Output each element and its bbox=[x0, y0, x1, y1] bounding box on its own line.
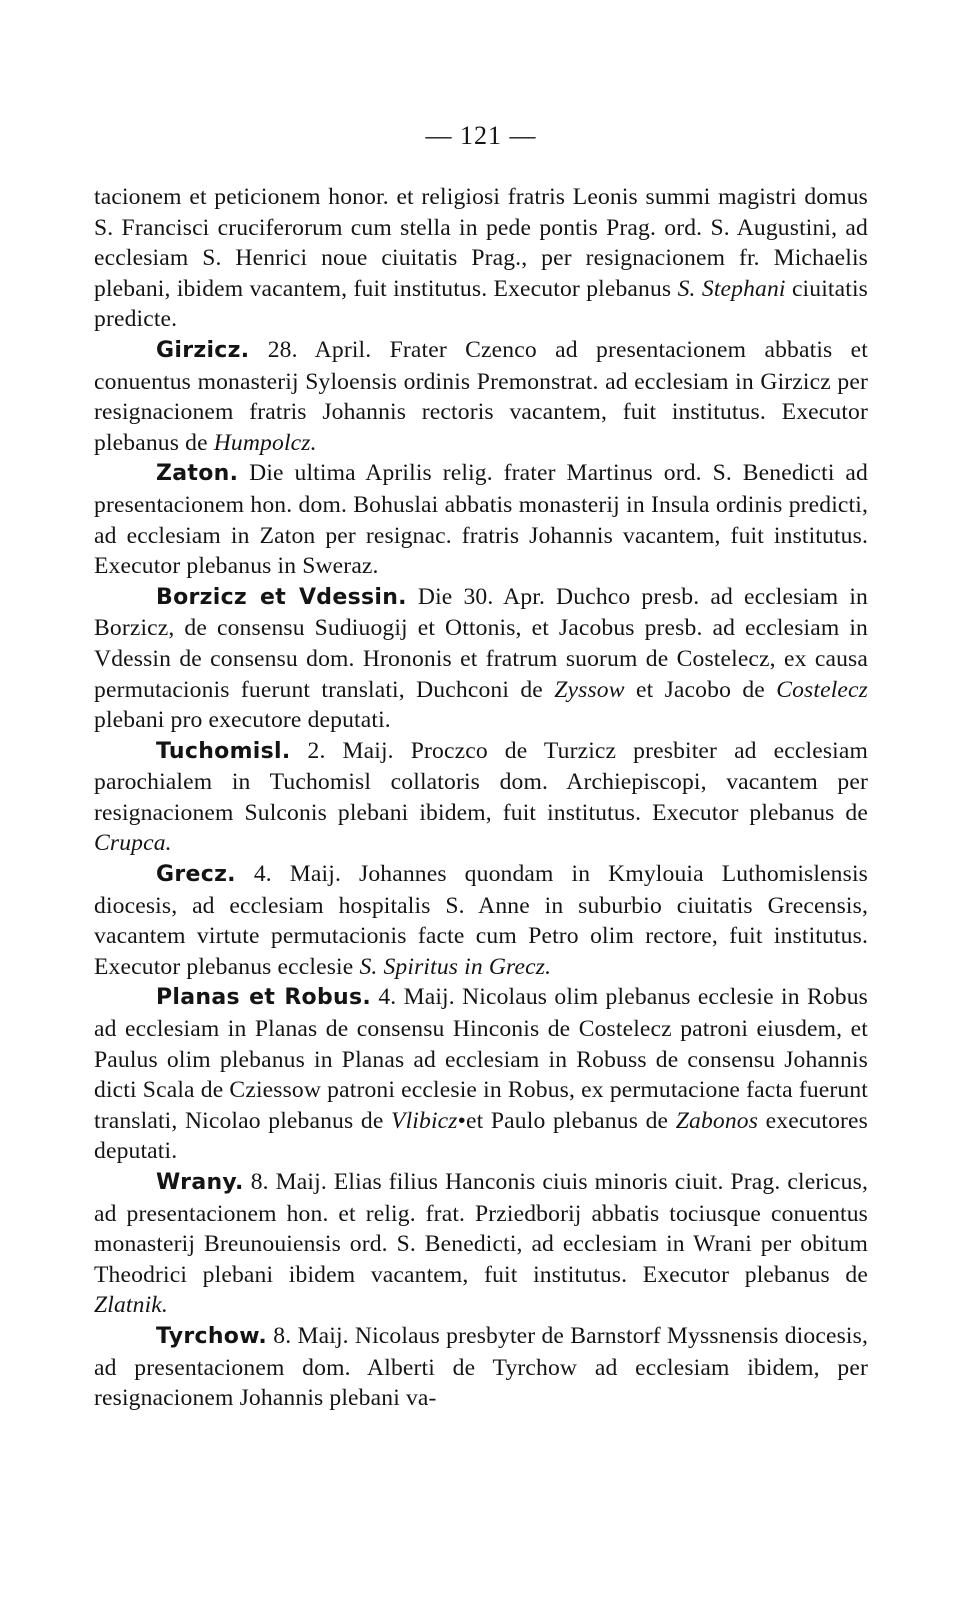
page-number: — 121 — bbox=[425, 121, 537, 150]
entry-italic: Vlibicz bbox=[391, 1107, 458, 1134]
entry-text: Die 30. Apr. Duchco presb. ad ecclesiam in Borzicz, de consensu Sudiuogij et Ottonis, et Jacobus presb. ad ecclesiam in Vdessin de consensu dom. Hrononis et fratrum suorum de Costelecz, ex causa permutacionis fuerunt translati, Duchconi de bbox=[94, 583, 868, 703]
entry-italic: Costelecz bbox=[776, 676, 868, 703]
entry-heading: Tyrchow. bbox=[156, 1323, 268, 1349]
entry-text: 8. Maij. Nicolaus presbyter de Barnstorf Myssnensis diocesis, ad presentacionem dom. Alberti de Tyrchow ad ecclesiam ibidem, per resignacionem Johannis plebani va- bbox=[94, 1322, 868, 1412]
entry-text: 4. Maij. Johannes quondam in Kmylouia Luthomislensis diocesis, ad ecclesiam hospitalis S. Anne in suburbio ciuitatis Grecensis, vacantem virtute permutacionis facte cum Petro olim rectore, fuit institutus. Executor plebanus ecclesie bbox=[94, 861, 868, 980]
entry-heading: Tuchomisl. bbox=[156, 738, 291, 764]
entry-heading: Zaton. bbox=[156, 461, 239, 487]
entry-heading: Borzicz et Vdessin. bbox=[156, 584, 407, 610]
paragraph-text: tacionem et peticionem honor. et religiosi fratris Leonis summi magistri domus S. Francisci cruciferorum cum stella in pede pontis Prag. ord. S. Augustini, ad ecclesiam S. Henrici noue ciuitatis Prag., per resignacionem fr. Michaelis plebani, ibidem vacantem, fuit institutus. Executor plebanus bbox=[94, 184, 868, 302]
page-body bbox=[94, 182, 868, 1414]
entry-heading: Wrany. bbox=[156, 1170, 244, 1195]
entry-text: executores deputati. bbox=[94, 1107, 869, 1165]
entry-italic: Zabonos bbox=[675, 1107, 759, 1134]
entry-text: •et Paulo plebanus de bbox=[457, 1107, 676, 1134]
entry-girzicz bbox=[94, 335, 868, 458]
entry-text: 2. Maij. Proczco de Turzicz presbiter ad ecclesiam parochialem in Tuchomisl collatoris dom. Archiepiscopi, vacantem per resignacionem Sulconis plebani ibidem, fuit institutus. Executor plebanus de bbox=[94, 737, 868, 826]
paragraph-italic: S. Stephani bbox=[677, 275, 786, 302]
book-page bbox=[94, 0, 868, 1600]
entry-grecz bbox=[94, 859, 868, 982]
entry-wrany bbox=[94, 1167, 868, 1321]
entry-text: 28. April. Frater Czenco ad presentacionem abbatis et conuentus monasterij Syloensis ordinis Premonstrat. ad ecclesiam in Girzicz per resignacionem fratris Johannis rectoris vacantem, fuit institutus. Executor plebanus de bbox=[94, 336, 868, 456]
entry-italic: Humpolcz. bbox=[213, 429, 317, 456]
entry-zaton bbox=[94, 458, 868, 581]
entry-heading: Grecz. bbox=[156, 862, 236, 888]
entry-italic: Zyssow bbox=[554, 676, 625, 703]
entry-planas-robus bbox=[94, 982, 868, 1167]
entry-text: et Jacobo de bbox=[624, 676, 777, 703]
entry-italic: Crupca. bbox=[94, 830, 172, 857]
entry-borzicz-vdessin bbox=[94, 582, 868, 736]
entry-italic: S. Spiritus in Grecz. bbox=[359, 953, 552, 980]
entry-tuchomisl bbox=[94, 736, 868, 859]
entry-text: plebani pro executore deputati. bbox=[94, 707, 391, 734]
entry-text: 4. Maij. Nicolaus olim plebanus ecclesie in Robus ad ecclesiam in Planas de consensu Hinconis de Costelecz patroni eiusdem, et Paulus olim plebanus in Planas ad ecclesiam in Robuss de consensu Johannis dicti Scala de Cziessow patroni ecclesie in Robus, ex permutacione facta fuerunt translati, Nicolao plebanus de bbox=[94, 984, 868, 1134]
entry-tyrchow bbox=[94, 1321, 868, 1414]
entry-italic: Zlatnik. bbox=[94, 1292, 168, 1319]
entry-heading: Girzicz. bbox=[156, 337, 250, 363]
entry-text: Die ultima Aprilis relig. frater Martinus ord. S. Benedicti ad presentacionem hon. dom. Bohuslai abbatis monasterij in Insula ordinis predicti, ad ecclesiam in Zaton per resignac. fratris Johannis vacantem, fuit institutus. Executor plebanus in Sweraz. bbox=[94, 460, 868, 580]
paragraph-text: ciuitatis predicte. bbox=[94, 275, 868, 333]
entry-heading: Planas et Robus. bbox=[156, 985, 372, 1011]
paragraph-continuation bbox=[94, 182, 868, 335]
entry-text: 8. Maij. Elias filius Hanconis ciuis minoris ciuit. Prag. clericus, ad presentacionem hon. et relig. frat. Prziedborij abbatis tociusque conuentus monasterij Breunouiensis ord. S. Benedicti, ad ecclesiam in Wrani per obitum Theodrici plebani ibidem vacantem, fuit institutus. Executor plebanus de bbox=[94, 1169, 868, 1288]
